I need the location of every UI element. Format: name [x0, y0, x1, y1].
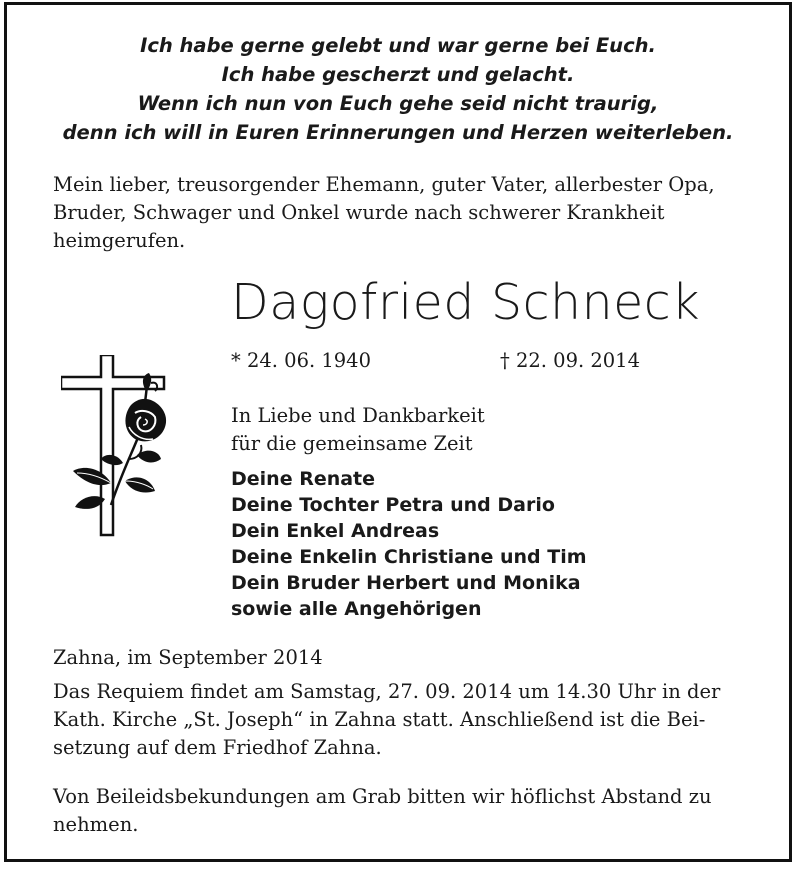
family-member: Deine Tochter Petra und Dario — [231, 494, 555, 516]
closing-line: nehmen. — [53, 813, 139, 836]
closing-line: Von Beileidsbekundungen am Grab bitten wir höflichst Abstand zu — [53, 785, 712, 808]
family-list — [231, 466, 587, 622]
family-member: sowie alle Angehörigen — [231, 598, 482, 620]
obituary-notice — [4, 2, 792, 862]
poem-line: denn ich will in Euren Erinnerungen und Herzen weiterleben. — [62, 121, 734, 144]
poem-line: Ich habe gescherzt und gelacht. — [221, 63, 575, 86]
requiem-line: Kath. Kirche „St. Joseph“ in Zahna statt. Anschließend ist die Bei- — [53, 708, 706, 731]
dedication-line: für die gemeinsame Zeit — [231, 432, 473, 455]
cross-with-rose-icon — [61, 355, 181, 545]
intro-line: Mein lieber, treusorgender Ehemann, guter Vater, allerbester Opa, — [53, 173, 715, 196]
requiem-line: setzung auf dem Friedhof Zahna. — [53, 736, 382, 759]
deceased-name: Dagofried Schneck — [231, 274, 701, 331]
closing-note — [53, 783, 783, 839]
family-member: Deine Renate — [231, 468, 376, 490]
poem-line: Ich habe gerne gelebt und war gerne bei Euch. — [140, 34, 656, 57]
dedication — [231, 402, 485, 458]
family-member: Deine Enkelin Christiane und Tim — [231, 546, 587, 568]
poem — [7, 31, 789, 147]
dedication-line: In Liebe und Dankbarkeit — [231, 404, 485, 427]
requiem-info — [53, 678, 783, 762]
death-date: † 22. 09. 2014 — [500, 349, 640, 372]
intro-line: Bruder, Schwager und Onkel wurde nach schwerer Krankheit — [53, 201, 665, 224]
intro-text — [53, 171, 773, 255]
place-and-date: Zahna, im September 2014 — [53, 646, 323, 669]
family-member: Dein Enkel Andreas — [231, 520, 440, 542]
poem-line: Wenn ich nun von Euch gehe seid nicht traurig, — [137, 92, 659, 115]
birth-date: * 24. 06. 1940 — [231, 349, 371, 372]
family-member: Dein Bruder Herbert und Monika — [231, 572, 581, 594]
requiem-line: Das Requiem findet am Samstag, 27. 09. 2014 um 14.30 Uhr in der — [53, 680, 721, 703]
intro-line: heimgerufen. — [53, 229, 186, 252]
